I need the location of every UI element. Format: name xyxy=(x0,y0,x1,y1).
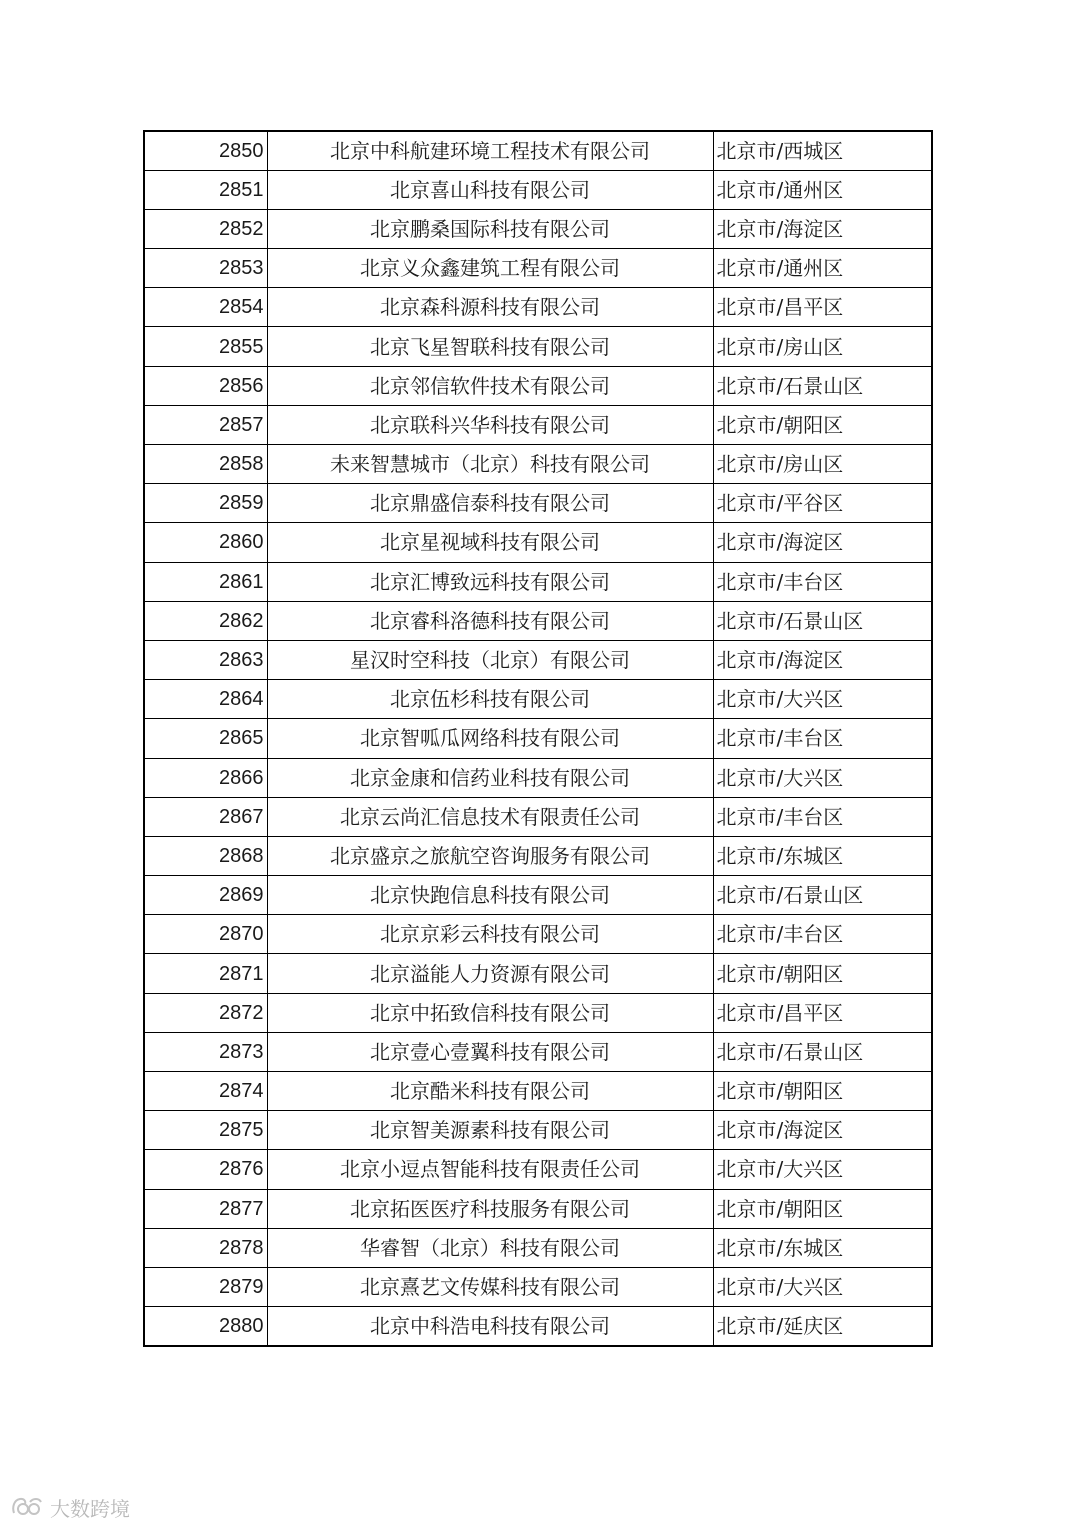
table-row xyxy=(144,797,932,836)
row-number-cell: 2876 xyxy=(144,1150,267,1189)
company-name-cell: 北京汇博致远科技有限公司 xyxy=(267,562,713,601)
table-body xyxy=(144,131,932,1346)
table-row xyxy=(144,366,932,405)
table-row xyxy=(144,445,932,484)
row-number-cell: 2875 xyxy=(144,1111,267,1150)
row-number-cell: 2851 xyxy=(144,170,267,209)
region-cell: 北京市/房山区 xyxy=(713,445,932,484)
row-number-cell: 2866 xyxy=(144,758,267,797)
table-row xyxy=(144,1307,932,1346)
region-cell: 北京市/海淀区 xyxy=(713,1111,932,1150)
company-name-cell: 北京小逗点智能科技有限责任公司 xyxy=(267,1150,713,1189)
region-cell: 北京市/海淀区 xyxy=(713,640,932,679)
company-name-cell: 北京联科兴华科技有限公司 xyxy=(267,405,713,444)
region-cell: 北京市/丰台区 xyxy=(713,797,932,836)
region-cell: 北京市/石景山区 xyxy=(713,876,932,915)
table-row xyxy=(144,758,932,797)
watermark-text: 大数跨境 xyxy=(50,1496,130,1521)
row-number-cell: 2854 xyxy=(144,288,267,327)
company-name-cell: 北京鹏桑国际科技有限公司 xyxy=(267,209,713,248)
company-name-cell: 北京云尚汇信息技术有限责任公司 xyxy=(267,797,713,836)
company-name-cell: 北京喜山科技有限公司 xyxy=(267,170,713,209)
table-row xyxy=(144,876,932,915)
company-name-cell: 北京金康和信药业科技有限公司 xyxy=(267,758,713,797)
table-row xyxy=(144,915,932,954)
region-cell: 北京市/大兴区 xyxy=(713,680,932,719)
row-number-cell: 2873 xyxy=(144,1032,267,1071)
row-number-cell: 2877 xyxy=(144,1189,267,1228)
row-number-cell: 2878 xyxy=(144,1228,267,1267)
brand-logo-icon xyxy=(10,1495,44,1519)
row-number-cell: 2865 xyxy=(144,719,267,758)
table-row xyxy=(144,1111,932,1150)
company-name-cell: 未来智慧城市（北京）科技有限公司 xyxy=(267,445,713,484)
company-name-cell: 北京邻信软件技术有限公司 xyxy=(267,366,713,405)
region-cell: 北京市/昌平区 xyxy=(713,993,932,1032)
region-cell: 北京市/石景山区 xyxy=(713,1032,932,1071)
company-name-cell: 北京伍杉科技有限公司 xyxy=(267,680,713,719)
region-cell: 北京市/朝阳区 xyxy=(713,1072,932,1111)
row-number-cell: 2864 xyxy=(144,680,267,719)
company-name-cell: 华睿智（北京）科技有限公司 xyxy=(267,1228,713,1267)
row-number-cell: 2879 xyxy=(144,1267,267,1306)
region-cell: 北京市/海淀区 xyxy=(713,523,932,562)
company-name-cell: 北京智美源素科技有限公司 xyxy=(267,1111,713,1150)
region-cell: 北京市/海淀区 xyxy=(713,209,932,248)
table-row xyxy=(144,249,932,288)
company-name-cell: 北京京彩云科技有限公司 xyxy=(267,915,713,954)
region-cell: 北京市/朝阳区 xyxy=(713,405,932,444)
region-cell: 北京市/朝阳区 xyxy=(713,1189,932,1228)
table-row xyxy=(144,484,932,523)
company-name-cell: 北京鼎盛信泰科技有限公司 xyxy=(267,484,713,523)
company-name-cell: 北京中拓致信科技有限公司 xyxy=(267,993,713,1032)
company-name-cell: 北京智呱瓜网络科技有限公司 xyxy=(267,719,713,758)
table-row xyxy=(144,1189,932,1228)
table-row xyxy=(144,170,932,209)
table-row xyxy=(144,1032,932,1071)
watermark xyxy=(10,1493,130,1521)
row-number-cell: 2862 xyxy=(144,601,267,640)
region-cell: 北京市/东城区 xyxy=(713,836,932,875)
region-cell: 北京市/大兴区 xyxy=(713,758,932,797)
company-name-cell: 北京酷米科技有限公司 xyxy=(267,1072,713,1111)
row-number-cell: 2856 xyxy=(144,366,267,405)
row-number-cell: 2880 xyxy=(144,1307,267,1346)
region-cell: 北京市/大兴区 xyxy=(713,1267,932,1306)
company-list-table xyxy=(143,130,933,1347)
region-cell: 北京市/朝阳区 xyxy=(713,954,932,993)
company-name-cell: 北京盛京之旅航空咨询服务有限公司 xyxy=(267,836,713,875)
row-number-cell: 2867 xyxy=(144,797,267,836)
row-number-cell: 2859 xyxy=(144,484,267,523)
row-number-cell: 2858 xyxy=(144,445,267,484)
table-row xyxy=(144,680,932,719)
company-name-cell: 北京溢能人力资源有限公司 xyxy=(267,954,713,993)
region-cell: 北京市/昌平区 xyxy=(713,288,932,327)
row-number-cell: 2860 xyxy=(144,523,267,562)
row-number-cell: 2870 xyxy=(144,915,267,954)
row-number-cell: 2869 xyxy=(144,876,267,915)
company-name-cell: 北京熹艺文传媒科技有限公司 xyxy=(267,1267,713,1306)
region-cell: 北京市/通州区 xyxy=(713,170,932,209)
region-cell: 北京市/房山区 xyxy=(713,327,932,366)
company-name-cell: 北京中科浩电科技有限公司 xyxy=(267,1307,713,1346)
row-number-cell: 2863 xyxy=(144,640,267,679)
table-row xyxy=(144,1150,932,1189)
row-number-cell: 2874 xyxy=(144,1072,267,1111)
row-number-cell: 2861 xyxy=(144,562,267,601)
company-name-cell: 北京中科航建环境工程技术有限公司 xyxy=(267,131,713,170)
table-row xyxy=(144,993,932,1032)
company-name-cell: 北京森科源科技有限公司 xyxy=(267,288,713,327)
region-cell: 北京市/丰台区 xyxy=(713,719,932,758)
table-row xyxy=(144,836,932,875)
company-name-cell: 北京睿科洛德科技有限公司 xyxy=(267,601,713,640)
row-number-cell: 2872 xyxy=(144,993,267,1032)
table-row xyxy=(144,601,932,640)
region-cell: 北京市/通州区 xyxy=(713,249,932,288)
region-cell: 北京市/延庆区 xyxy=(713,1307,932,1346)
company-name-cell: 北京快跑信息科技有限公司 xyxy=(267,876,713,915)
row-number-cell: 2857 xyxy=(144,405,267,444)
company-name-cell: 北京义众鑫建筑工程有限公司 xyxy=(267,249,713,288)
table-row xyxy=(144,719,932,758)
table-row xyxy=(144,523,932,562)
table-row xyxy=(144,640,932,679)
region-cell: 北京市/丰台区 xyxy=(713,915,932,954)
table-row xyxy=(144,405,932,444)
row-number-cell: 2868 xyxy=(144,836,267,875)
region-cell: 北京市/丰台区 xyxy=(713,562,932,601)
table-row xyxy=(144,954,932,993)
table-row xyxy=(144,1267,932,1306)
table-row xyxy=(144,327,932,366)
table-row xyxy=(144,209,932,248)
region-cell: 北京市/石景山区 xyxy=(713,366,932,405)
row-number-cell: 2852 xyxy=(144,209,267,248)
company-name-cell: 北京飞星智联科技有限公司 xyxy=(267,327,713,366)
table-row xyxy=(144,288,932,327)
region-cell: 北京市/西城区 xyxy=(713,131,932,170)
table-row xyxy=(144,1228,932,1267)
row-number-cell: 2871 xyxy=(144,954,267,993)
table-row xyxy=(144,562,932,601)
row-number-cell: 2853 xyxy=(144,249,267,288)
company-name-cell: 北京星视域科技有限公司 xyxy=(267,523,713,562)
region-cell: 北京市/大兴区 xyxy=(713,1150,932,1189)
region-cell: 北京市/东城区 xyxy=(713,1228,932,1267)
region-cell: 北京市/平谷区 xyxy=(713,484,932,523)
row-number-cell: 2850 xyxy=(144,131,267,170)
table-row xyxy=(144,1072,932,1111)
company-name-cell: 北京壹心壹翼科技有限公司 xyxy=(267,1032,713,1071)
region-cell: 北京市/石景山区 xyxy=(713,601,932,640)
row-number-cell: 2855 xyxy=(144,327,267,366)
table-row xyxy=(144,131,932,170)
company-name-cell: 北京拓医医疗科技服务有限公司 xyxy=(267,1189,713,1228)
company-name-cell: 星汉时空科技（北京）有限公司 xyxy=(267,640,713,679)
